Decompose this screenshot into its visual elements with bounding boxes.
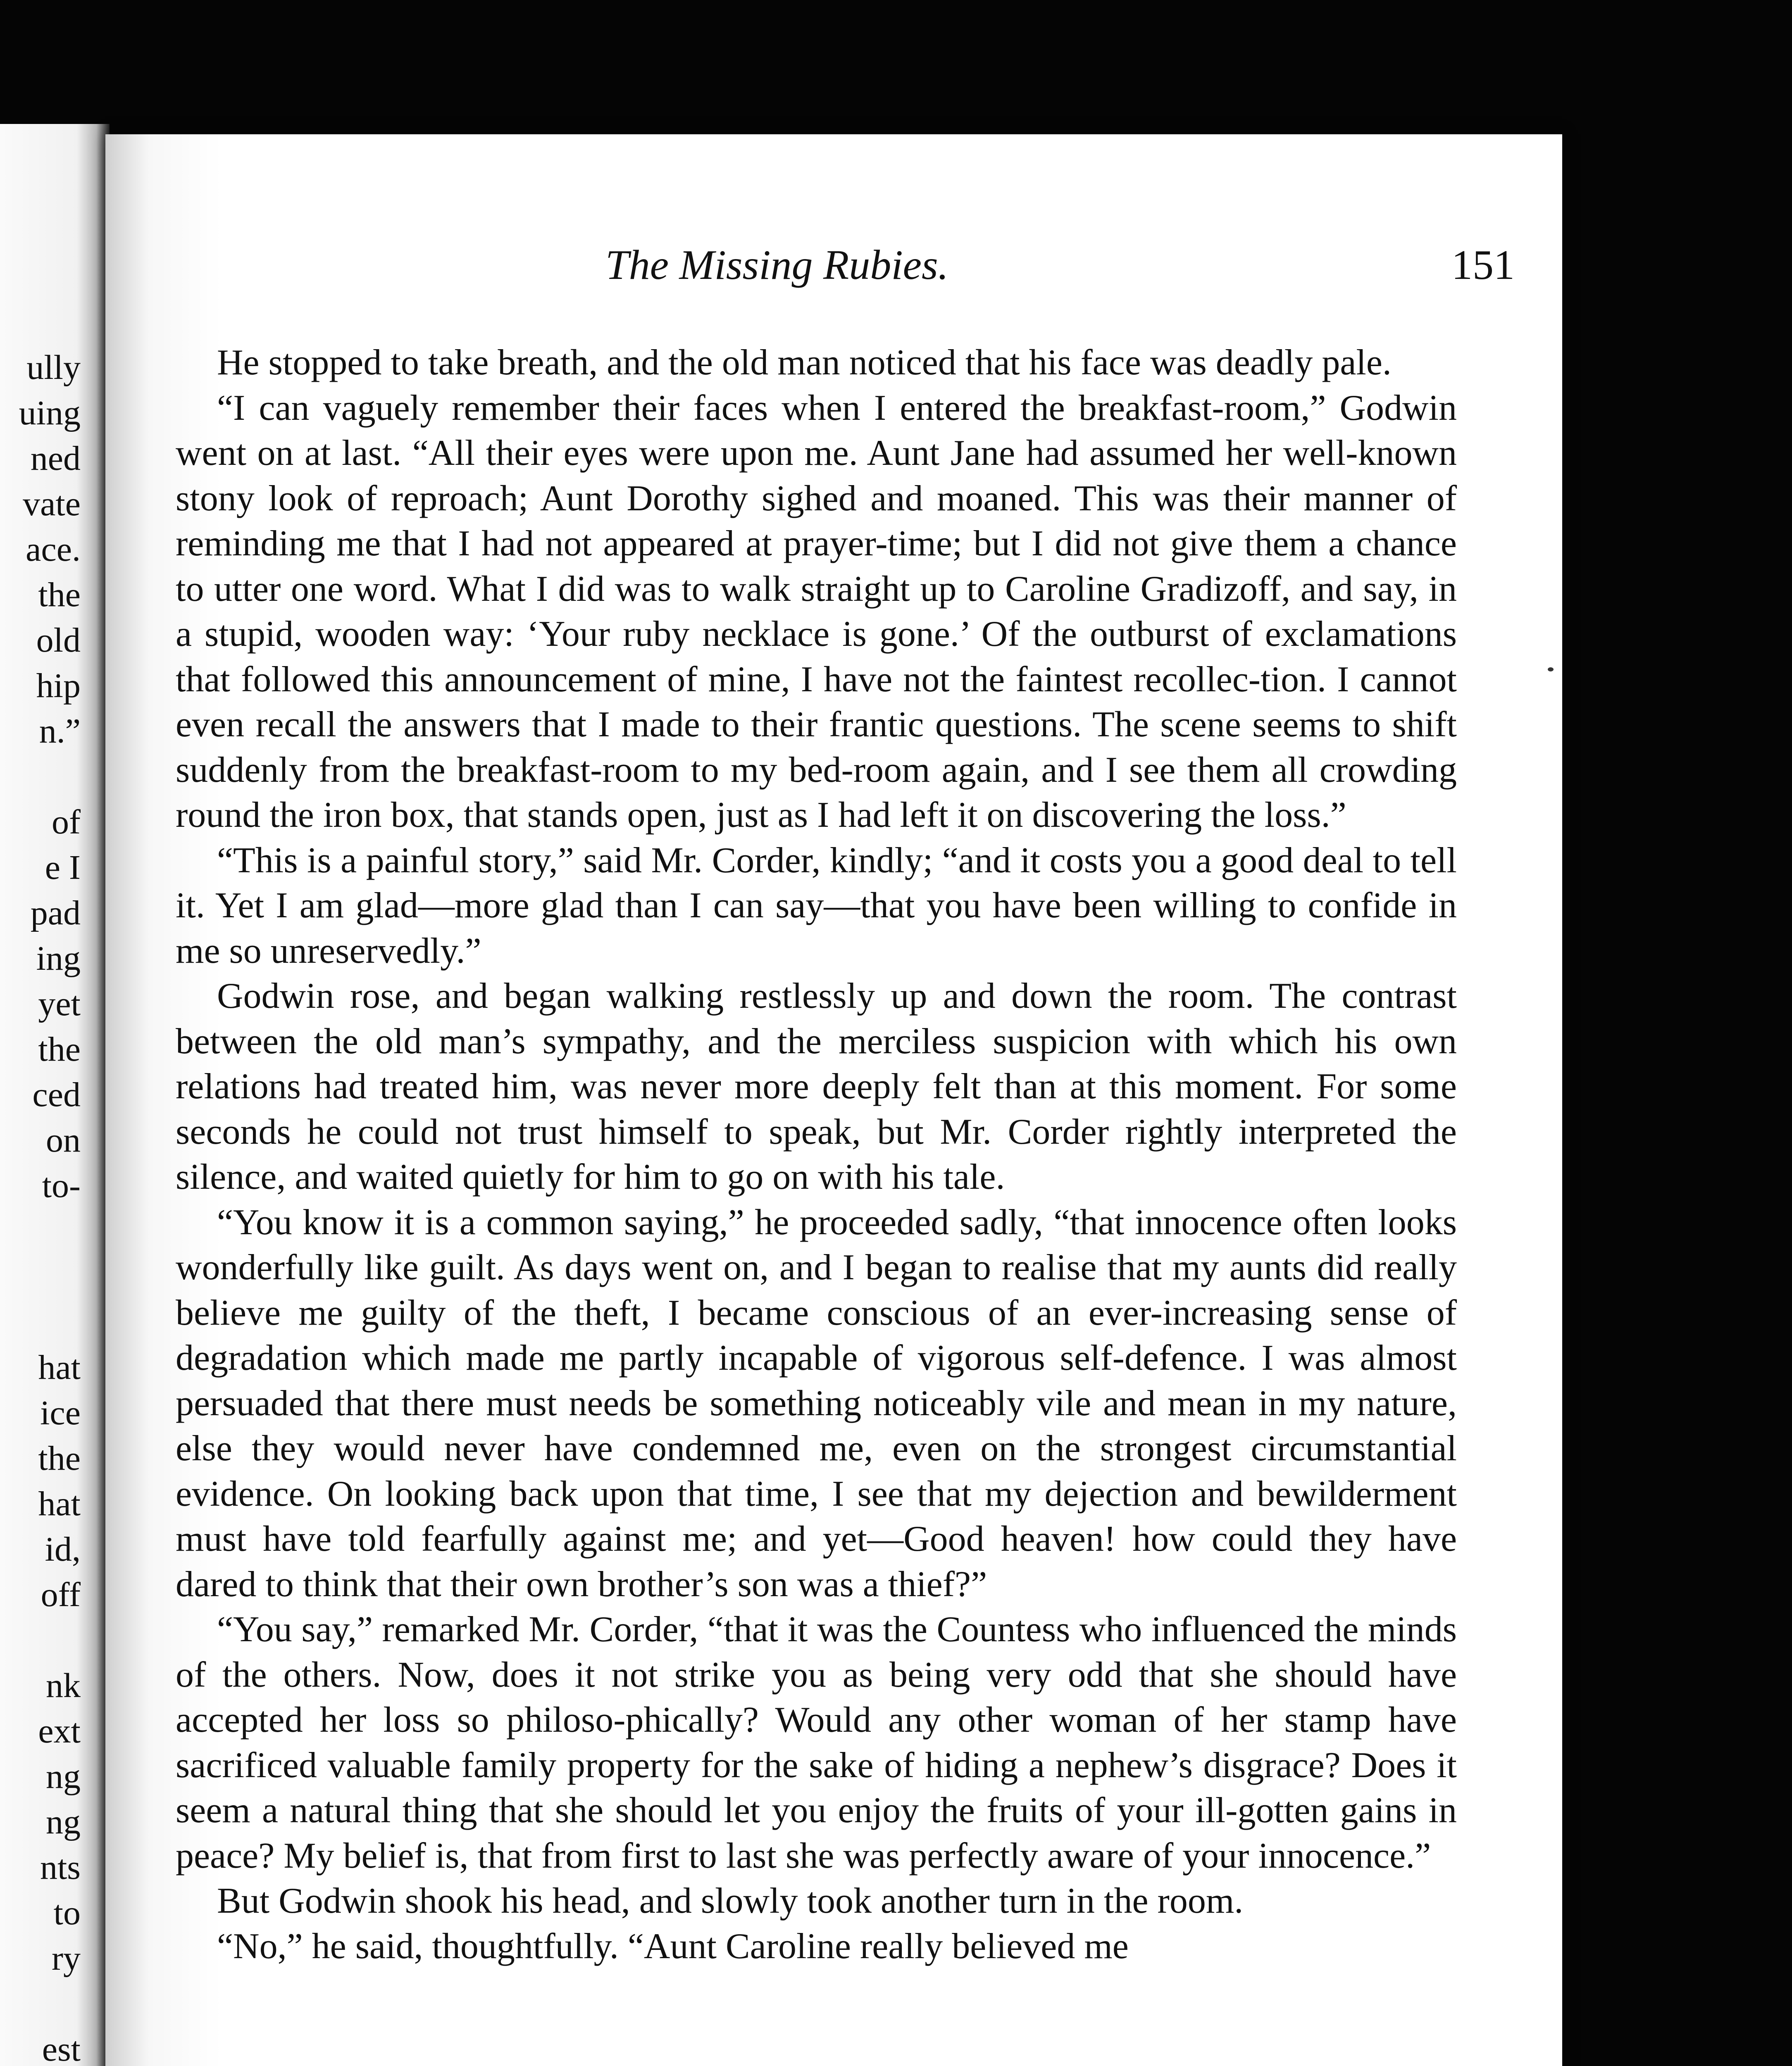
left-page-fragment: est [42, 2030, 81, 2066]
page-number: 151 [1451, 242, 1515, 288]
left-page-fragment: ng [46, 1757, 81, 1796]
left-page-fragment: of [52, 803, 81, 841]
paragraph: Godwin rose, and began walking restlessly up and down the room. The contrast between the old man’s sympathy, and the merciless suspicion with which his own relations had treated him, was never more deeply felt than at this moment. For some seconds he could not trust himself to speak, but Mr. Corder rightly interpreted the silence, and waited quietly for him to go on with his tale. [176, 976, 1457, 1197]
left-page-fragment: off [41, 1576, 81, 1614]
left-page-fragment: the [38, 576, 81, 614]
running-title: The Missing Rubies. [605, 242, 949, 288]
left-page-fragment: hat [38, 1348, 81, 1387]
left-page-fragment: to [53, 1894, 81, 1932]
left-page-fragment: ry [52, 1939, 81, 1978]
left-page-fragment: ice [40, 1394, 81, 1432]
left-page-fragment: id, [45, 1530, 81, 1569]
paragraph: “No,” he said, thoughtfully. “Aunt Caroline really believed me [217, 1926, 1129, 1966]
left-page-fragment: on [46, 1121, 81, 1159]
left-page-fragment: ced [32, 1076, 81, 1114]
left-page-fragment: uing [19, 394, 81, 432]
paper-speck [1548, 667, 1554, 671]
left-page-fragment: nts [40, 1848, 81, 1887]
left-page-fragment: the [38, 1439, 81, 1478]
left-page-fragment: nk [46, 1666, 81, 1705]
left-page-fragment: hat [38, 1485, 81, 1523]
paragraph: He stopped to take breath, and the old man noticed that his face was deadly pale. [217, 343, 1392, 383]
left-page-fragment: to- [42, 1166, 81, 1205]
left-page-fragment: ng [46, 1803, 81, 1841]
left-page-fragment: the [38, 1030, 81, 1069]
paragraph: “You say,” remarked Mr. Corder, “that it was the Countess who influenced the minds of the others. Now, does it not strike you as being very odd that she should have accepted her loss so philoso-phically? Would any other woman of her stamp have sacrificed valuable family property for the sake of hiding a nephew’s disgrace? Does it seem a natural thing that she should let you enjoy the fruits of your ill-gotten gains in peace? My belief is, that from first to last she was perfectly aware of your innocence.” [176, 1609, 1457, 1876]
left-page-fragment: pad [30, 894, 81, 932]
left-page-edge [0, 124, 110, 2066]
left-page-fragment: e I [45, 848, 81, 887]
left-page-fragment: vate [23, 485, 81, 523]
page-body [176, 340, 1457, 1969]
left-page-fragment: ext [38, 1712, 81, 1750]
page-header [105, 241, 1562, 295]
paragraph: But Godwin shook his head, and slowly took another turn in the room. [217, 1881, 1244, 1921]
left-page-fragment: ace. [26, 530, 81, 569]
left-page-fragment: ing [36, 939, 81, 978]
book-page [105, 134, 1562, 2066]
paragraph: “You know it is a common saying,” he proceeded sadly, “that innocence often looks wonderfully like guilt. As days went on, and I began to realise that my aunts did really believe me guilty of the theft, I became conscious of an ever-increasing sense of degradation which made me partly incapable of vigorous self-defence. I was almost persuaded that there must needs be something noticeably vile and mean in my nature, else they would never have condemned me, even on the strongest circumstantial evidence. On looking back upon that time, I see that my dejection and bewilderment must have told fearfully against me; and yet—Good heaven! how could they have dared to think that their own brother’s son was a thief?” [176, 1202, 1457, 1604]
left-page-fragment: old [36, 621, 81, 659]
left-page-fragment: n.” [39, 712, 81, 750]
left-page-fragment: ully [26, 348, 81, 387]
left-page-fragment: yet [38, 985, 81, 1023]
paragraph: “I can vaguely remember their faces when I entered the breakfast-room,” Godwin went on at last. “All their eyes were upon me. Aunt Jane had assumed her well-known stony look of reproach; Aunt Dorothy sighed and moaned. This was their manner of reminding me that I had not appeared at prayer-time; but I did not give them a chance to utter one word. What I did was to walk straight up to Caroline Gradizoff, and say, in a stupid, wooden way: ‘Your ruby necklace is gone.’ Of the outburst of exclamations that followed this announcement of mine, I have not the faintest recollec-tion. I cannot even recall the answers that I made to their frantic questions. The scene seems to shift suddenly from the breakfast-room to my bed-room again, and I see them all crowding round the iron box, that stands open, just as I had left it on discovering the loss.” [176, 388, 1457, 835]
paragraph: “This is a painful story,” said Mr. Corder, kindly; “and it costs you a good deal to tell it. Yet I am glad—more glad than I can say—that you have been willing to confide in me so unreservedly.” [176, 840, 1457, 971]
left-page-fragment: ned [30, 439, 81, 478]
left-page-fragment: hip [36, 666, 81, 705]
